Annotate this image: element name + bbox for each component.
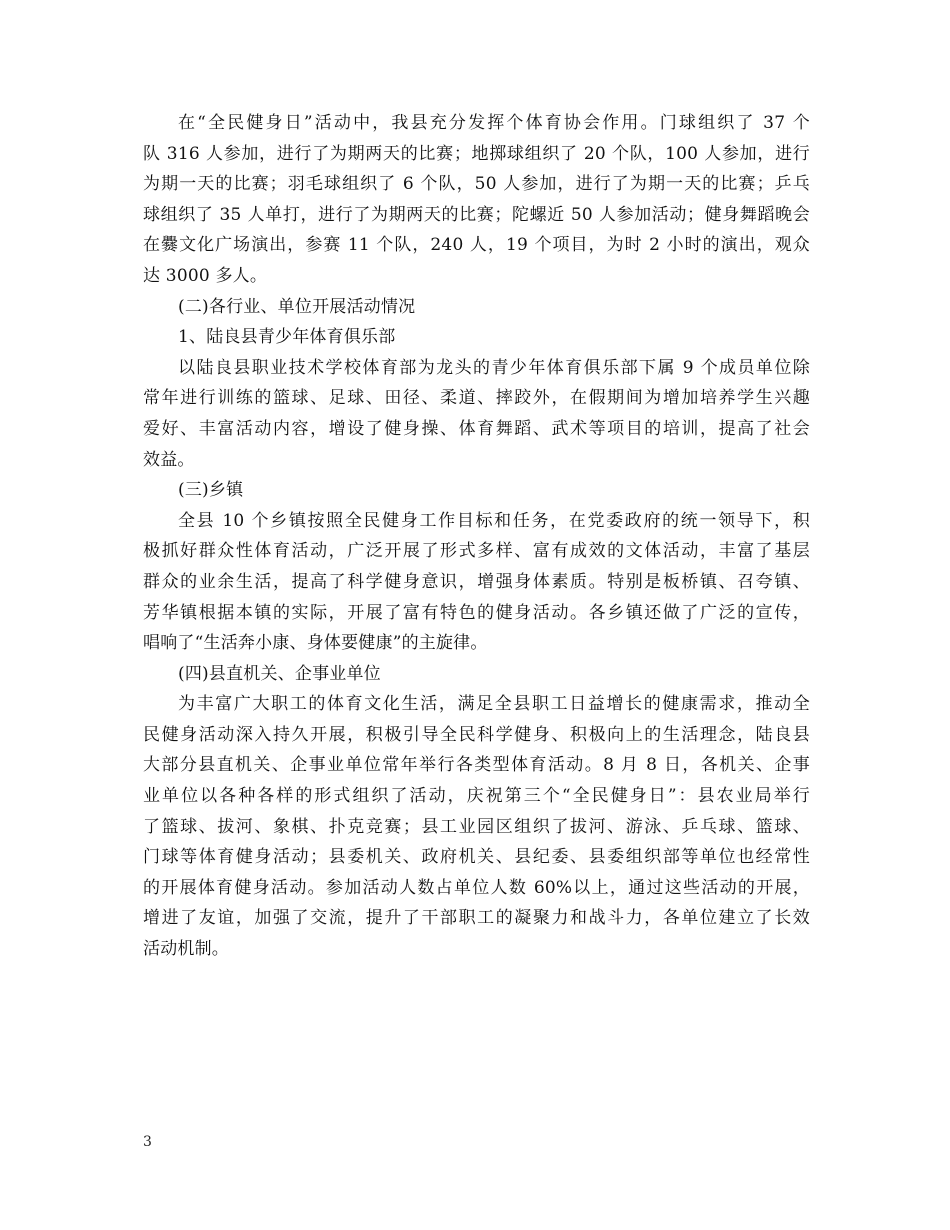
text-line: 为期一天的比赛；羽毛球组织了 6 个队，50 人参加，进行了为期一天的比赛；乒乓 <box>143 174 810 195</box>
text-line: 大部分县直机关、企事业单位常年举行各类型体育活动。8 月 8 日，各机关、企事 <box>143 755 810 776</box>
text-line: 活动机制。 <box>143 939 229 960</box>
paragraph <box>143 108 810 292</box>
section-heading <box>143 475 810 506</box>
text-line: 以陆良县职业技术学校体育部为龙头的青少年体育俱乐部下属 9 个成员单位除 <box>178 357 810 378</box>
section-heading <box>143 659 810 690</box>
paragraph <box>143 689 810 964</box>
text-line: 球组织了 35 人单打，进行了为期两天的比赛；陀螺近 50 人参加活动；健身舞蹈晚会 <box>143 204 810 225</box>
text-line: 的开展体育健身活动。参加活动人数占单位人数 60%以上，通过这些活动的开展， <box>143 877 810 898</box>
section-heading <box>143 322 810 353</box>
page-number: 3 <box>143 1134 152 1150</box>
text-line: 了篮球、拔河、象棋、扑克竞赛；县工业园区组织了拔河、游泳、乒乓球、篮球、 <box>143 816 810 837</box>
text-line: 芳华镇根据本镇的实际，开展了富有特色的健身活动。各乡镇还做了广泛的宣传， <box>143 602 810 623</box>
text-line: 达 3000 多人。 <box>143 265 268 286</box>
paragraph <box>143 353 810 475</box>
section-heading <box>143 292 810 323</box>
text-line: 门球等体育健身活动；县委机关、政府机关、县纪委、县委组织部等单位也经常性 <box>143 847 810 868</box>
text-line: 在爨文化广场演出，参赛 11 个队，240 人，19 个项目，为时 2 小时的演出，观众 <box>143 235 810 256</box>
heading-text: 1、陆良县青少年体育俱乐部 <box>178 327 396 348</box>
text-line: 群众的业余生活，提高了科学健身意识，增强身体素质。特别是板桥镇、召夸镇、 <box>143 571 810 592</box>
heading-text: (二)各行业、单位开展活动情况 <box>178 296 416 317</box>
text-line: 为丰富广大职工的体育文化生活，满足全县职工日益增长的健康需求，推动全 <box>178 694 810 715</box>
heading-text: (三)乡镇 <box>178 480 244 501</box>
text-line: 民健身活动深入持久开展，积极引导全民科学健身、积极向上的生活理念，陆良县 <box>143 724 810 745</box>
text-line: 队 316 人参加，进行了为期两天的比赛；地掷球组织了 20 个队，100 人参加，进行 <box>143 143 810 164</box>
text-line: 效益。 <box>143 449 195 470</box>
paragraph <box>143 506 810 659</box>
text-line: 增进了友谊，加强了交流，提升了干部职工的凝聚力和战斗力，各单位建立了长效 <box>143 908 810 929</box>
text-line: 唱响了“生活奔小康、身体要健康”的主旋律。 <box>143 633 488 654</box>
heading-text: (四)县直机关、企事业单位 <box>178 663 381 684</box>
text-line: 爱好、丰富活动内容，增设了健身操、体育舞蹈、武术等项目的培训，提高了社会 <box>143 418 810 439</box>
text-line: 极抓好群众性体育活动，广泛开展了形式多样、富有成效的文体活动，丰富了基层 <box>143 541 810 562</box>
text-line: 常年进行训练的篮球、足球、田径、柔道、摔跤外，在假期间为增加培养学生兴趣 <box>143 388 810 409</box>
text-line: 在“全民健身日”活动中，我县充分发挥个体育协会作用。门球组织了 37 个 <box>178 113 810 133</box>
text-line: 全县 10 个乡镇按照全民健身工作目标和任务，在党委政府的统一领导下，积 <box>178 510 810 531</box>
text-line: 业单位以各种各样的形式组织了活动，庆祝第三个“全民健身日”：县农业局举行 <box>143 786 810 807</box>
document-body <box>143 108 810 965</box>
